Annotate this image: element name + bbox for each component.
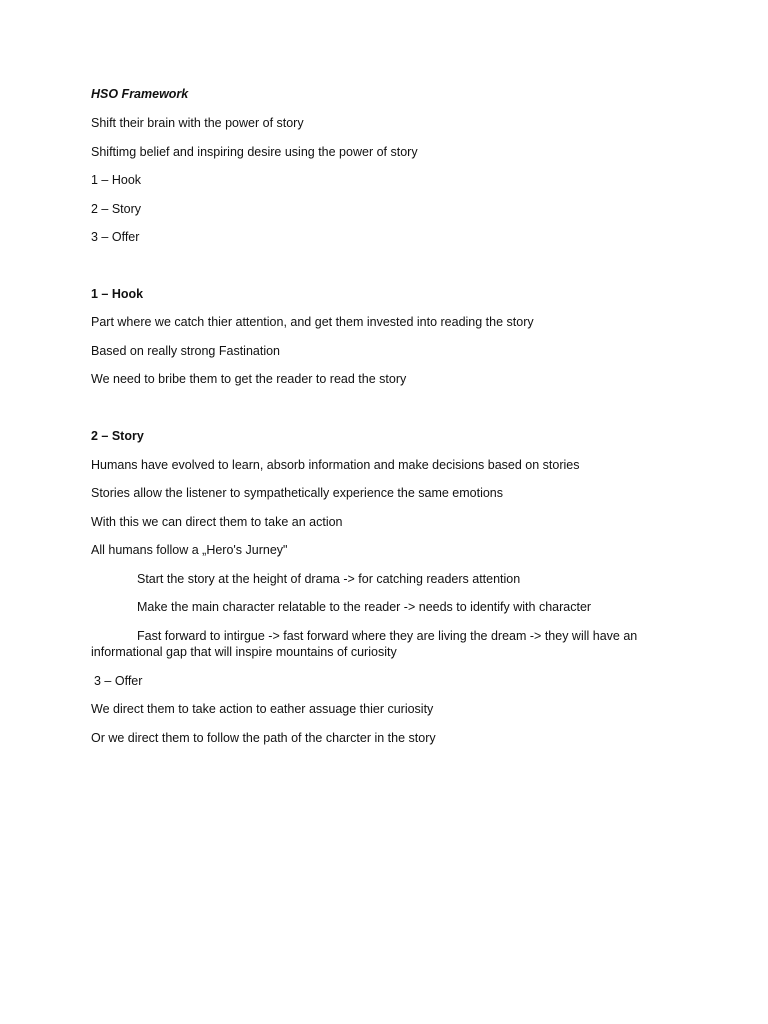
hook-line: Part where we catch thier attention, and get them invested into reading the story [91,315,534,329]
story-line: With this we can direct them to take an action [91,515,343,529]
hook-line: Based on really strong Fastination [91,344,280,358]
intro-line: Shiftimg belief and inspiring desire using the power of story [91,145,418,159]
intro-list-item: 3 – Offer [91,230,140,244]
story-line: All humans follow a „Hero's Jurney" [91,543,288,557]
hook-line: We need to bribe them to get the reader to read the story [91,372,407,386]
intro-list-item: 2 – Story [91,202,142,216]
story-line: Stories allow the listener to sympathetically experience the same emotions [91,486,504,500]
intro-line: Shift their brain with the power of story [91,116,304,130]
intro-list-item: 1 – Hook [91,173,142,187]
document-title: HSO Framework [91,87,189,101]
offer-heading: 3 – Offer [94,674,143,688]
story-step: Start the story at the height of drama -> for catching readers attention [137,572,521,586]
story-step: Fast forward to intirgue -> fast forward where they are living the dream -> they will have an informational gap that will inspire mountains of curiosity [91,629,638,659]
offer-line: We direct them to take action to eather assuage thier curiosity [91,702,434,716]
hook-heading: 1 – Hook [91,287,144,301]
story-step: Make the main character relatable to the reader -> needs to identify with character [137,600,592,614]
offer-line: Or we direct them to follow the path of the charcter in the story [91,731,436,745]
story-line: Humans have evolved to learn, absorb information and make decisions based on stories [91,458,580,472]
story-heading: 2 – Story [91,429,144,443]
